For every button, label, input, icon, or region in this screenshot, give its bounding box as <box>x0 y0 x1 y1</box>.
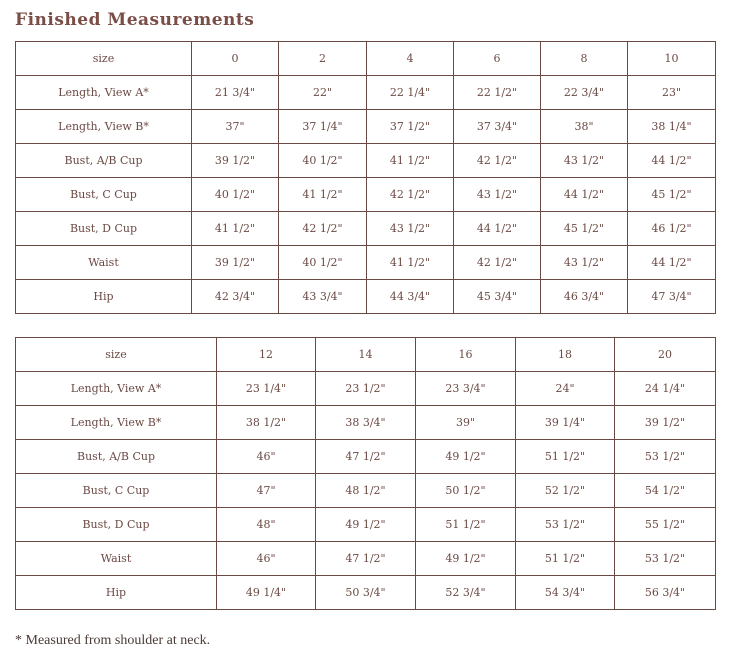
measurement-cell: 53 1/2" <box>516 508 615 542</box>
measurement-cell: 22 1/2" <box>454 76 541 110</box>
measurement-cell: 45 3/4" <box>454 280 541 314</box>
measurement-cell: 43 1/2" <box>541 246 628 280</box>
table-row <box>16 542 716 576</box>
table-row <box>16 246 716 280</box>
measurement-cell: 47 1/2" <box>316 440 416 474</box>
measurement-cell: 39 1/2" <box>192 246 279 280</box>
measurement-cell: 45 1/2" <box>541 212 628 246</box>
measurement-cell: 42 3/4" <box>192 280 279 314</box>
measurement-cell: 43 1/2" <box>367 212 454 246</box>
measurement-cell: 46 1/2" <box>628 212 716 246</box>
measurement-cell: 42 1/2" <box>454 246 541 280</box>
measurement-cell: 46" <box>217 440 316 474</box>
measurement-cell: 44 1/2" <box>628 246 716 280</box>
measurement-cell: 22 3/4" <box>541 76 628 110</box>
measurement-cell: 23 3/4" <box>416 372 516 406</box>
size-header-cell: 10 <box>628 42 716 76</box>
table-row <box>16 280 716 314</box>
measurement-cell: 38 1/4" <box>628 110 716 144</box>
size-header-cell: 8 <box>541 42 628 76</box>
row-label: Length, View B* <box>16 406 217 440</box>
measurement-cell: 23" <box>628 76 716 110</box>
measurement-cell: 54 3/4" <box>516 576 615 610</box>
row-label: Waist <box>16 542 217 576</box>
measurement-cell: 42 1/2" <box>454 144 541 178</box>
table-row <box>16 406 716 440</box>
measurement-cell: 40 1/2" <box>279 246 367 280</box>
measurement-cell: 54 1/2" <box>615 474 716 508</box>
size-header-cell: 16 <box>416 338 516 372</box>
table-row <box>16 144 716 178</box>
measurement-cell: 41 1/2" <box>192 212 279 246</box>
table-row <box>16 474 716 508</box>
measurement-cell: 44 1/2" <box>454 212 541 246</box>
measurement-cell: 43 1/2" <box>541 144 628 178</box>
table-row <box>16 508 716 542</box>
size-header-cell: 20 <box>615 338 716 372</box>
row-label: Bust, D Cup <box>16 212 192 246</box>
size-header-cell: 14 <box>316 338 416 372</box>
measurement-cell: 50 1/2" <box>416 474 516 508</box>
measurement-cell: 43 1/2" <box>454 178 541 212</box>
measurements-table-sizes-12-20 <box>15 337 716 610</box>
measurement-cell: 37 1/4" <box>279 110 367 144</box>
measurement-cell: 55 1/2" <box>615 508 716 542</box>
header-row <box>16 338 716 372</box>
measurement-cell: 41 1/2" <box>279 178 367 212</box>
measurement-cell: 38 3/4" <box>316 406 416 440</box>
measurement-cell: 23 1/4" <box>217 372 316 406</box>
measurement-cell: 39 1/2" <box>615 406 716 440</box>
measurement-cell: 22" <box>279 76 367 110</box>
measurement-cell: 49 1/2" <box>416 440 516 474</box>
measurement-cell: 56 3/4" <box>615 576 716 610</box>
row-label: Length, View A* <box>16 76 192 110</box>
measurement-cell: 48" <box>217 508 316 542</box>
measurement-cell: 49 1/2" <box>316 508 416 542</box>
measurement-cell: 53 1/2" <box>615 440 716 474</box>
table-row <box>16 110 716 144</box>
measurement-cell: 50 3/4" <box>316 576 416 610</box>
size-header-cell: 0 <box>192 42 279 76</box>
measurement-cell: 37 3/4" <box>454 110 541 144</box>
measurement-cell: 23 1/2" <box>316 372 416 406</box>
row-label: Length, View A* <box>16 372 217 406</box>
measurement-cell: 41 1/2" <box>367 144 454 178</box>
measurement-cell: 49 1/4" <box>217 576 316 610</box>
measurement-cell: 51 1/2" <box>416 508 516 542</box>
row-label: Hip <box>16 280 192 314</box>
measurement-cell: 42 1/2" <box>367 178 454 212</box>
table-row <box>16 440 716 474</box>
measurement-cell: 39 1/4" <box>516 406 615 440</box>
table-row <box>16 372 716 406</box>
measurement-cell: 49 1/2" <box>416 542 516 576</box>
measurement-cell: 41 1/2" <box>367 246 454 280</box>
measurement-cell: 24" <box>516 372 615 406</box>
size-header-cell: 18 <box>516 338 615 372</box>
measurement-cell: 48 1/2" <box>316 474 416 508</box>
size-header-cell: 4 <box>367 42 454 76</box>
measurement-cell: 39" <box>416 406 516 440</box>
measurement-cell: 46 3/4" <box>541 280 628 314</box>
measurement-cell: 44 1/2" <box>628 144 716 178</box>
measurement-cell: 51 1/2" <box>516 440 615 474</box>
table-row <box>16 576 716 610</box>
size-header-label: size <box>16 338 217 372</box>
size-header-cell: 2 <box>279 42 367 76</box>
table-row <box>16 76 716 110</box>
measurement-cell: 45 1/2" <box>628 178 716 212</box>
measurement-cell: 39 1/2" <box>192 144 279 178</box>
row-label: Bust, C Cup <box>16 474 217 508</box>
row-label: Length, View B* <box>16 110 192 144</box>
measurement-cell: 38" <box>541 110 628 144</box>
size-header-cell: 6 <box>454 42 541 76</box>
measurements-table-sizes-0-10 <box>15 41 716 314</box>
measurement-cell: 37" <box>192 110 279 144</box>
measurement-cell: 47" <box>217 474 316 508</box>
measurement-cell: 47 3/4" <box>628 280 716 314</box>
table-row <box>16 212 716 246</box>
measurement-cell: 40 1/2" <box>279 144 367 178</box>
measurement-cell: 38 1/2" <box>217 406 316 440</box>
row-label: Hip <box>16 576 217 610</box>
measurement-cell: 42 1/2" <box>279 212 367 246</box>
row-label: Bust, A/B Cup <box>16 144 192 178</box>
measurement-cell: 37 1/2" <box>367 110 454 144</box>
row-label: Bust, C Cup <box>16 178 192 212</box>
page-title: Finished Measurements <box>15 10 255 30</box>
measurement-cell: 40 1/2" <box>192 178 279 212</box>
measurement-cell: 51 1/2" <box>516 542 615 576</box>
measurement-cell: 22 1/4" <box>367 76 454 110</box>
measurement-cell: 52 1/2" <box>516 474 615 508</box>
measurement-cell: 44 3/4" <box>367 280 454 314</box>
table-row <box>16 178 716 212</box>
size-header-label: size <box>16 42 192 76</box>
measurement-cell: 52 3/4" <box>416 576 516 610</box>
footnote: * Measured from shoulder at neck. <box>15 633 211 648</box>
size-header-cell: 12 <box>217 338 316 372</box>
measurement-cell: 21 3/4" <box>192 76 279 110</box>
measurement-cell: 46" <box>217 542 316 576</box>
row-label: Waist <box>16 246 192 280</box>
row-label: Bust, A/B Cup <box>16 440 217 474</box>
header-row <box>16 42 716 76</box>
measurement-cell: 53 1/2" <box>615 542 716 576</box>
measurement-cell: 44 1/2" <box>541 178 628 212</box>
measurement-cell: 24 1/4" <box>615 372 716 406</box>
measurement-cell: 47 1/2" <box>316 542 416 576</box>
row-label: Bust, D Cup <box>16 508 217 542</box>
measurement-cell: 43 3/4" <box>279 280 367 314</box>
